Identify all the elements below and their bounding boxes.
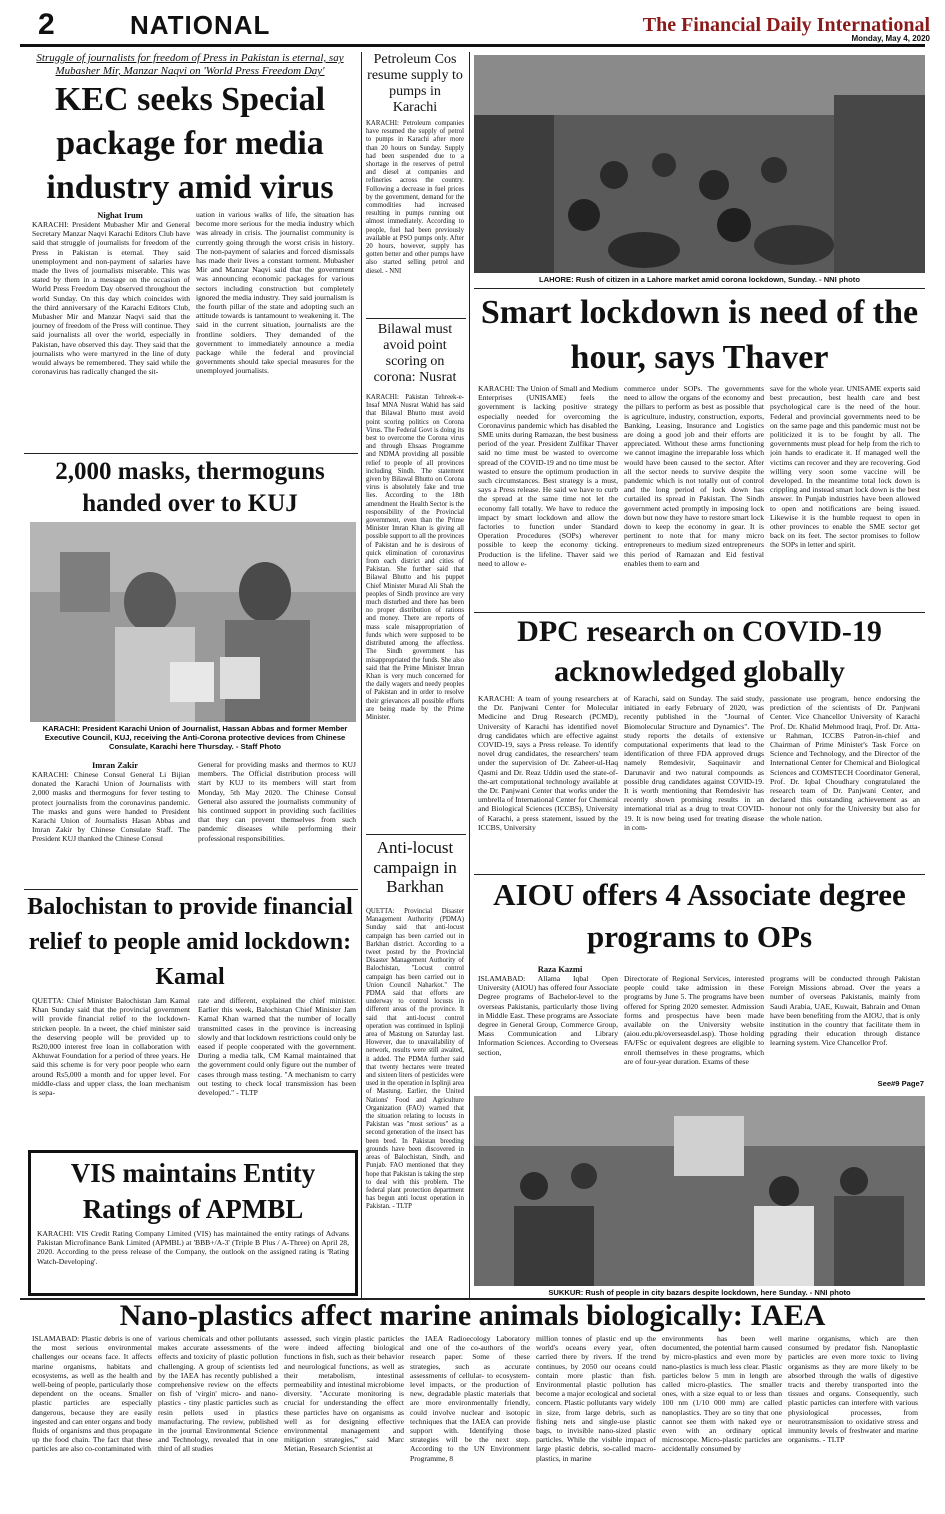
- nano-headline: Nano-plastics affect marine animals biologically: IAEA: [119, 1300, 826, 1332]
- thaver-headline: Smart lockdown is need of the hour, says Thaver: [480, 294, 919, 376]
- dpc-body-col1: KARACHI: A team of young researchers at the Dr. Panjwani Center for Molecular Medicine and Drug Research (PCMD), University of Karachi has identified novel drug candidates which are effective against COVID-19, says a Press release. To identify novel drug candidates, the researchers' team under the supervision of Dr. Zaheer-ul-Haq Qasmi and Dr. Reaz Uddin used the state-of-the-art computational technology available at the Dr. Panjwani Center that works under the umbrella of International Center for Chemical and Biological Sciences (ICCBS), University of Karachi, a press statement, issued by the ICCBS, University: [478, 694, 618, 832]
- masks-photo-caption: KARACHI: President Karachi Union of Journalist, Hassan Abbas and former Member Executive Council, KUJ, receiving the Anti-Corona protective devices from Chinese Consulate, Karachi here Thursday. - Staff Photo: [42, 724, 348, 752]
- section-title: NATIONAL: [130, 10, 271, 40]
- page-number: 2: [38, 8, 55, 41]
- dpc-body-col3: passionate use program, hence endorsing the prediction of the scientists of Dr. Panjwani Center. Vice Chancellor University of Karachi Prof. Dr. Khalid Mehmood Iraqi, Prof. Dr. Atta-ur Rahman, ICCBS Patron-in-chief and Chairman of Prime Minister's Task Force on Science and Technology, and the Director of the International Center for Chemical and Biological Sciences and COMSTECH Coordinator General, Prof. Dr. Iqbal Choudhary congratulated the research team of Dr. Panjwani Center, and declared this outstanding achievement as an honour not only for the University but also for the whole nation.: [770, 694, 920, 823]
- locust-headline: Anti-locust campaign in Barkhan: [373, 838, 457, 897]
- divider: [24, 453, 358, 454]
- aiou-body-col3: programs will be conducted through Pakistan Foreign Missions abroad. Over the years a number of overseas Pakistanis, mainly from Saudi Arabia, UAE, Kuwait, Bahrain and Oman have been benefiting from the AIOU, that is only institution in the country that facilitate them in pgrading their education through distance learning system. Vice Chancellor Prof.: [770, 974, 920, 1048]
- aiou-continued-link[interactable]: See#9 Page7: [877, 1079, 924, 1088]
- locust-body: QUETTA: Provincial Disaster Management Authority (PDMA) Sunday said that anti-locust campaign has been carried out in Barkhan district. According to a tweet posted by the Provincial Disaster Management Authority of Balochistan, "Locust control campaign has been carried out in Union Council Naharkot." The PDMA said that efforts are underway to control locusts in different areas of the province. It said that anti-locust control operation was continued in Isplinji area of Mastung on Saturday last. However, due to unavailability of network, results were still awaited, it added. The PDMA further said that twenty hectares were treated and sixteen liters of pesticides were used in the operation in Isplinji area of Mastung. Earlier, the United Nations' Food and Agriculture Organization (FAO) warned that the situation relating to locusts in Pakistan was "most serious" as a second generation of the insect has been bred. In Pakistan breeding grounds have been discovered in areas of Balochistan, Sindh, and Punjab. FAO mentioned that they hope that Pakistan is taking the step to deal with this problem. The federal plant protection department has begun anti locust operation in Pakistan. - TLTP: [366, 908, 464, 1211]
- balochistan-body-col1: QUETTA: Chief Minister Balochistan Jam Kamal Khan Sunday said that the provincial government will provide financial relief to the lockdown-stricken people. In a tweet, the chief minister said the deserving people will be provided up to Rs20,000 interest free loan in collaboration with Akhuwat Foundation for a period of three years. He said this scheme is for very poor people who earn around Rs5,000 a month and for upper level. For middle-class and upper class, the loan mechanism is sepa-: [32, 996, 190, 1098]
- sukkur-photo-caption: SUKKUR: Rush of people in city bazars despite lockdown, here Sunday. - NNI photo: [548, 1288, 851, 1297]
- bilawal-body: KARACHI: Pakistan Tehreek-e-Insaf MNA Nusrat Wahid has said that Bilawal Bhutto must avoid point scoring politics on Corona Virus. The Federal Govt is doing its best to overcome the Corona virus and through Ehsaas Programme and NDMA providing all possible relief to people of all provinces including Sindh. The statement given by Bilawal Bhutto on Corona virus is absolutely fake and true lies. According to the 18th amendment the Health Sector is the responsibility of the Provincial government, even than the Prime Minister Imran Khan is giving all possible support to all the provinces of Pakistan and he is desirous of quick elimination of coronavirus from each district and cities of Pakistan. She further said that Bilawal Bhutto and his puppet Chief Minister Murad Ali Shah the peoples of Sindh province are very much disturbed and there has been no proper distribution of rations and money. There are reports of mass scale misappropriation of funds which were supposed to be distributed among the affectless. The Sindh government has misappropriated the funds. She also said that the Prime Minister Imran Khan is very much concerned for the daily wagers and needy peoples of Pakistan and in order to resolve their grievances all possible efforts are being made by the Prime Minister.: [366, 394, 464, 721]
- kuj-masks-photo: [30, 522, 356, 722]
- issue-date: Monday, May 4, 2020: [851, 34, 930, 43]
- column-divider: [469, 52, 470, 1298]
- masks-body-col1: KARACHI: Chinese Consul General Li Bijian donated the Karachi Union of Journalists with 2,000 masks and thermoguns for fever testing to protect journalists from the coronavirus pandemic. The masks and guns were handed to President Karachi Union of Journalists Hasan Abbas and Imran Zakir by Chinese Consulate Staff. The President KUJ thanked the Chinese Consul: [32, 770, 190, 844]
- lahore-photo-caption: LAHORE: Rush of citizen in a Lahore market amid corona lockdown, Sunday. - NNI photo: [539, 275, 860, 284]
- kec-byline: Nighat Irum: [97, 210, 143, 220]
- masks-headline: 2,000 masks, thermoguns handed over to KUJ: [55, 458, 325, 517]
- kec-kicker: Struggle of journalists for freedom of Press in Pakistan is eternal, say Mubasher Mir, Manzar Naqvi on 'World Press Freedom Day': [36, 52, 344, 77]
- aiou-body-col1: ISLAMABAD: Allama Iqbal Open University (AIOU) has offered four Associate Degree programs of Bachelor-level to the overseas Pakistanis, particularly those living in Middle East. These programs are Associate degree in General Group, Commerce Group, Mass Communication and Library Information Sciences. According to Overseas section,: [478, 974, 618, 1057]
- nano-body-col3: assessed, such virgin plastic particles were indeed affecting biological functions in fish, such as their behavior and neurological functions, as well as their metabolism, intestinal permeability and intestinal microbiome diversity. "Accurate monitoring is crucial for understanding the effect these particles have on organisms as well as for designing effective environmental management and mitigation strategies," said Marc Metian, Research Scientist at: [284, 1334, 404, 1454]
- vis-box: [28, 1150, 358, 1296]
- divider: [474, 288, 925, 289]
- kec-headline: KEC seeks Special package for media industry amid virus: [46, 81, 334, 206]
- vis-headline: VIS maintains Entity Ratings of APMBL: [70, 1158, 316, 1224]
- masks-body-col2: General for providing masks and thermos to KUJ members. The Official distribution process will start by KUJ to its members will start from Monday, 5th May 2020. The Chinese Consul General also assured the journalists community of his continued support in providing such facilities that they can prevent themselves from such pandemic diseases while performing their professional responsibilities.: [198, 760, 356, 843]
- dpc-body-col2: of Karachi, said on Sunday. The said study, initiated in early February of 2020, was recently published in the "Journal of Biomolecular Structure and Dynamics". The study reports the details of extensive computational experiments that lead to the identification of three FDA approved drugs namely Remdesivir, Saquinavir and Darunavir and two natural compounds as possible drug candidates against COVID-19. It is worth mentioning that Remdesivir has recently shown promising results in an international trial as a drug to treat COVID-19. It is now being used for treating disease in com-: [624, 694, 764, 832]
- vis-body: KARACHI: VIS Credit Rating Company Limited (VIS) has maintained the entity ratings of Advans Pakistan Microfinance Bank Limited (APMBL) at 'BBB+/A-3' (Triple B Plus / A-Three) on April 28, 2020. According to the press release of the Company, the outlook on the assigned rating is 'Rating Watch-Developing'.: [37, 1229, 349, 1266]
- aiou-body-col2: Directorate of Regional Services, interested people could take admission in these programs by June 5. The programs have been offered for Spring 2020 semester. Admission forms and prospectus have been made available on the University website (aiou.edu.pk/overseasdel.asp). Those holding FA/FSc or equivalent degrees are eligible to enroll themselves in these programs, which are of four-year duration. Exams of these: [624, 974, 764, 1066]
- balochistan-headline: Balochistan to provide financial relief to people amid lockdown: Kamal: [27, 894, 353, 990]
- aiou-byline: Raza Kazmi: [537, 964, 583, 974]
- nano-body-col4: the IAEA Radioecology Laboratory and one of the co-authors of the research paper. Some of these strategies, such as accurate assessments of cellular- to ecosystem-level impacts, or the production of new, degradable plastic materials that are more environmentally friendly, could involve nuclear and isotopic techniques that the IAEA can provide support with. Identifying those strategies will be the next step. According to the UN Environment Programme, 8: [410, 1334, 530, 1463]
- nano-body-col2: various chemicals and other pollutants makes accurate assessments of the effects and toxicity of plastic pollution challenging. A group of scientists led by the IAEA has recently published a comprehensive review on the effects on fish of 'virgin' micro- and nano-plastics - tiny plastic particles such as resin pellets used in plastics manufacturing. The review, published in the journal Environmental Science and Technology, revealed that in one third of all studies: [158, 1334, 278, 1454]
- divider: [366, 318, 466, 319]
- kec-body-col1: KARACHI: President Mubasher Mir and General Secretary Manzar Naqvi Karachi Editors Club have said that struggle of journalists for freedom of the Press in Pakistan is eternal. They said unemployment and non-payment of salaries have made the lives of journalists miserable. This was stated by them in a message on the occasion of World Press Freedom Day observed throughout the world Sunday. On this day which coincides with the third anniversary of the Karachi Editors Club, Mubasher Mir and Manzar Naqvi said that the journey of freedom of the Press will continue. They said journalists all over the world, especially in Pakistan, have observed this day. They said that the journalists who were martyred in the line of duty would always be remembered. They said while the coronavirus has radically changed the sit-: [32, 220, 190, 377]
- kec-body-col2: uation in various walks of life, the situation has become more serious for the media industry which was already in crisis. The journalist community is currently going through the worst crisis in history. The non-payment of salaries and forced dismissals has made their lives a constant torment. Mubasher Mir and Manzar Naqvi said that the government was announcing economic packages for various sectors including construction but completely ignored the media industry. They said journalism is the fourth pillar of the state and adopting such an attitude towards is tantamount to weakening it. The said in the current situation, journalists are the frontline soldiers. They demanded of the government to immediately announce a media package while the federal and provincial governments should take special measures for the unemployed journalists.: [196, 210, 354, 376]
- thaver-body-col3: save for the whole year. UNISAME experts said best precaution, best health care and best psychological care is the need of the hour. Federal and provincial governments need to be on the same page and this pandemic must not be politicized it is to be fought by all. The governments must plead for help from the rich to join hands to eradicate it. If managed well the victims can recover and they are recovering. God willing very soon some vaccine will be developed. In the meantime total lock down is crippling and instead smart lock down is the best answer. In Punjab industries have been allowed to open and notifications are being issued. Likewise it is the humble request to open in other provinces to enable the SME sector get back on its feet. The sector promises to follow the SOPs in letter and spirit.: [770, 384, 920, 550]
- masthead-rule: [20, 44, 925, 47]
- sukkur-bazar-photo: [474, 1096, 925, 1286]
- aiou-headline: AIOU offers 4 Associate degree programs to OPs: [493, 877, 906, 954]
- lahore-market-photo: [474, 55, 925, 273]
- thaver-body-col2: commerce under SOPs. The governments need to allow the organs of the economy and the pillars to perform as best as possible that is agriculture, industry, construction, exports, Banking, Leasing, Insurance and Logistics are doing a good job and their efforts are appreciated. Without these arms functioning we cannot imagine the irreparable loss which would have been caused to the sector. After all the sector needs to survive despite the pandemic which is not totally out of control and the long period of lock down has curtailed its spread in Pakistan. The Sindh government acted promptly in imposing lock down but now they have to restore smart lock down to keep the economy in gear. It is pertinent to note that for many micro entrepreneurs to medium sized entrepreneurs this period of Ramazan and Eid festival enables them to earn and: [624, 384, 764, 568]
- column-divider: [361, 52, 362, 1298]
- divider: [366, 834, 466, 835]
- petrol-headline: Petroleum Cos resume supply to pumps in Karachi: [367, 52, 463, 116]
- nano-body-col1: ISLAMABAD: Plastic debris is one of the most serious environmental challenges our oceans face. It affects marine organisms, habitats and ecosystems, as well as the health and well-being of people, particularly those dependent on the oceans. Smaller plastic particles are especially dangerous, because they are easily ingested and can enter organs and body fluids of organisms and thus propagate up the food chain. The fact that these particles are also co-contaminated with: [32, 1334, 152, 1454]
- masks-byline: Imran Zakir: [91, 760, 139, 770]
- nano-body-col6: environments has been well documented, the potential harm caused by micro-plastics and even more by nano-plastics is much less clear. Plastic particles below 5 mm in length are called micro-plastics. The smaller ones, with a size equal to or less than 100 nm (1/10 000 mm) are called nanoplastics. They are so tiny that one cannot see them with naked eye or even with an ordinary optical microscope. Micro-plastic particles are accidentally consumed by: [662, 1334, 782, 1454]
- dpc-headline: DPC research on COVID-19 acknowledged globally: [517, 615, 882, 688]
- thaver-body-col1: KARACHI: The Union of Small and Medium Enterprises (UNISAME) feels the government is lacking positive strategy especially needed for overcoming the Coronavirus pandemic which has disabled the SME units during Ramazan, the best business period of the year. President Zulfikar Thaver said no time must be wasted to overcome spread of the COVID-19 and no time must be wasted to ensure the optimum production in such circumstances. Best strategy is a must, says a Press release. He said we have to curb the spread at the same time not let the economy fall totally. We have to reduce the impact by smart lockdown and allow the factories to function under Standard Operation Procedures (SOPs) wherever possible to keep the economy ticking. Production is the lifeline. Thaver said we need to allow e-: [478, 384, 618, 568]
- paper-name: The Financial Daily International: [642, 14, 930, 36]
- bilawal-headline: Bilawal must avoid point scoring on corona: Nusrat: [373, 322, 457, 386]
- petrol-body: KARACHI: Petroleum companies have resumed the supply of petrol to pumps in Karachi after more than 20 hours on Sunday. Supply had been suspended due to a shortage in the reserves of petrol and diesel at companies and refineries across the country. Following a decrease in fuel prices by the government, demand for the commodities had increased resulting in pumps running out almost immediately. According to people, fuel had been previously available at PSO pumps only. After 20 hours, however, supply has gotten better and other pumps have also started selling petrol and diesel. - NNI: [366, 120, 464, 275]
- balochistan-body-col2: rate and different, explained the chief minister. Earlier this week, Balochistan Chief Minister Jam Kamal Khan warned that the number of locally transmitted cases in the province is increasing slowly and that lockdown restrictions could only be eased if people cooperated with the government. During a media talk, CM Kamal maintained that the government could only figure out the number of cases through mass testing. "A mechanism to carry out testing to check local transmission has been developed." - TLTP: [198, 996, 356, 1098]
- nano-body-col7: marine organisms, which are then consumed by predator fish. Nanoplastic particles are even more toxic to living organisms as they are more likely to be absorbed through the walls of digestive tracts and thereby transported into the tissues and organs. Consequently, such plastic particles can interfere with various physiological processes, from neurotransmission to oxidative stress and immunity levels of freshwater and marine organisms. - TLTP: [788, 1334, 918, 1445]
- nano-body-col5: million tonnes of plastic end up the world's oceans every year, often carried there by rivers. If the trend continues, by 2050 our oceans could contain more plastic than fish. Environmental plastic pollution has become a major ecological and societal concern. Plastic pollutants vary widely in size, from large debris, such as fishing nets and single-use plastic bags, to invisible nano-sized plastic particles. While the visible impact of large plastic debris, so-called macro-plastics, in marine: [536, 1334, 656, 1463]
